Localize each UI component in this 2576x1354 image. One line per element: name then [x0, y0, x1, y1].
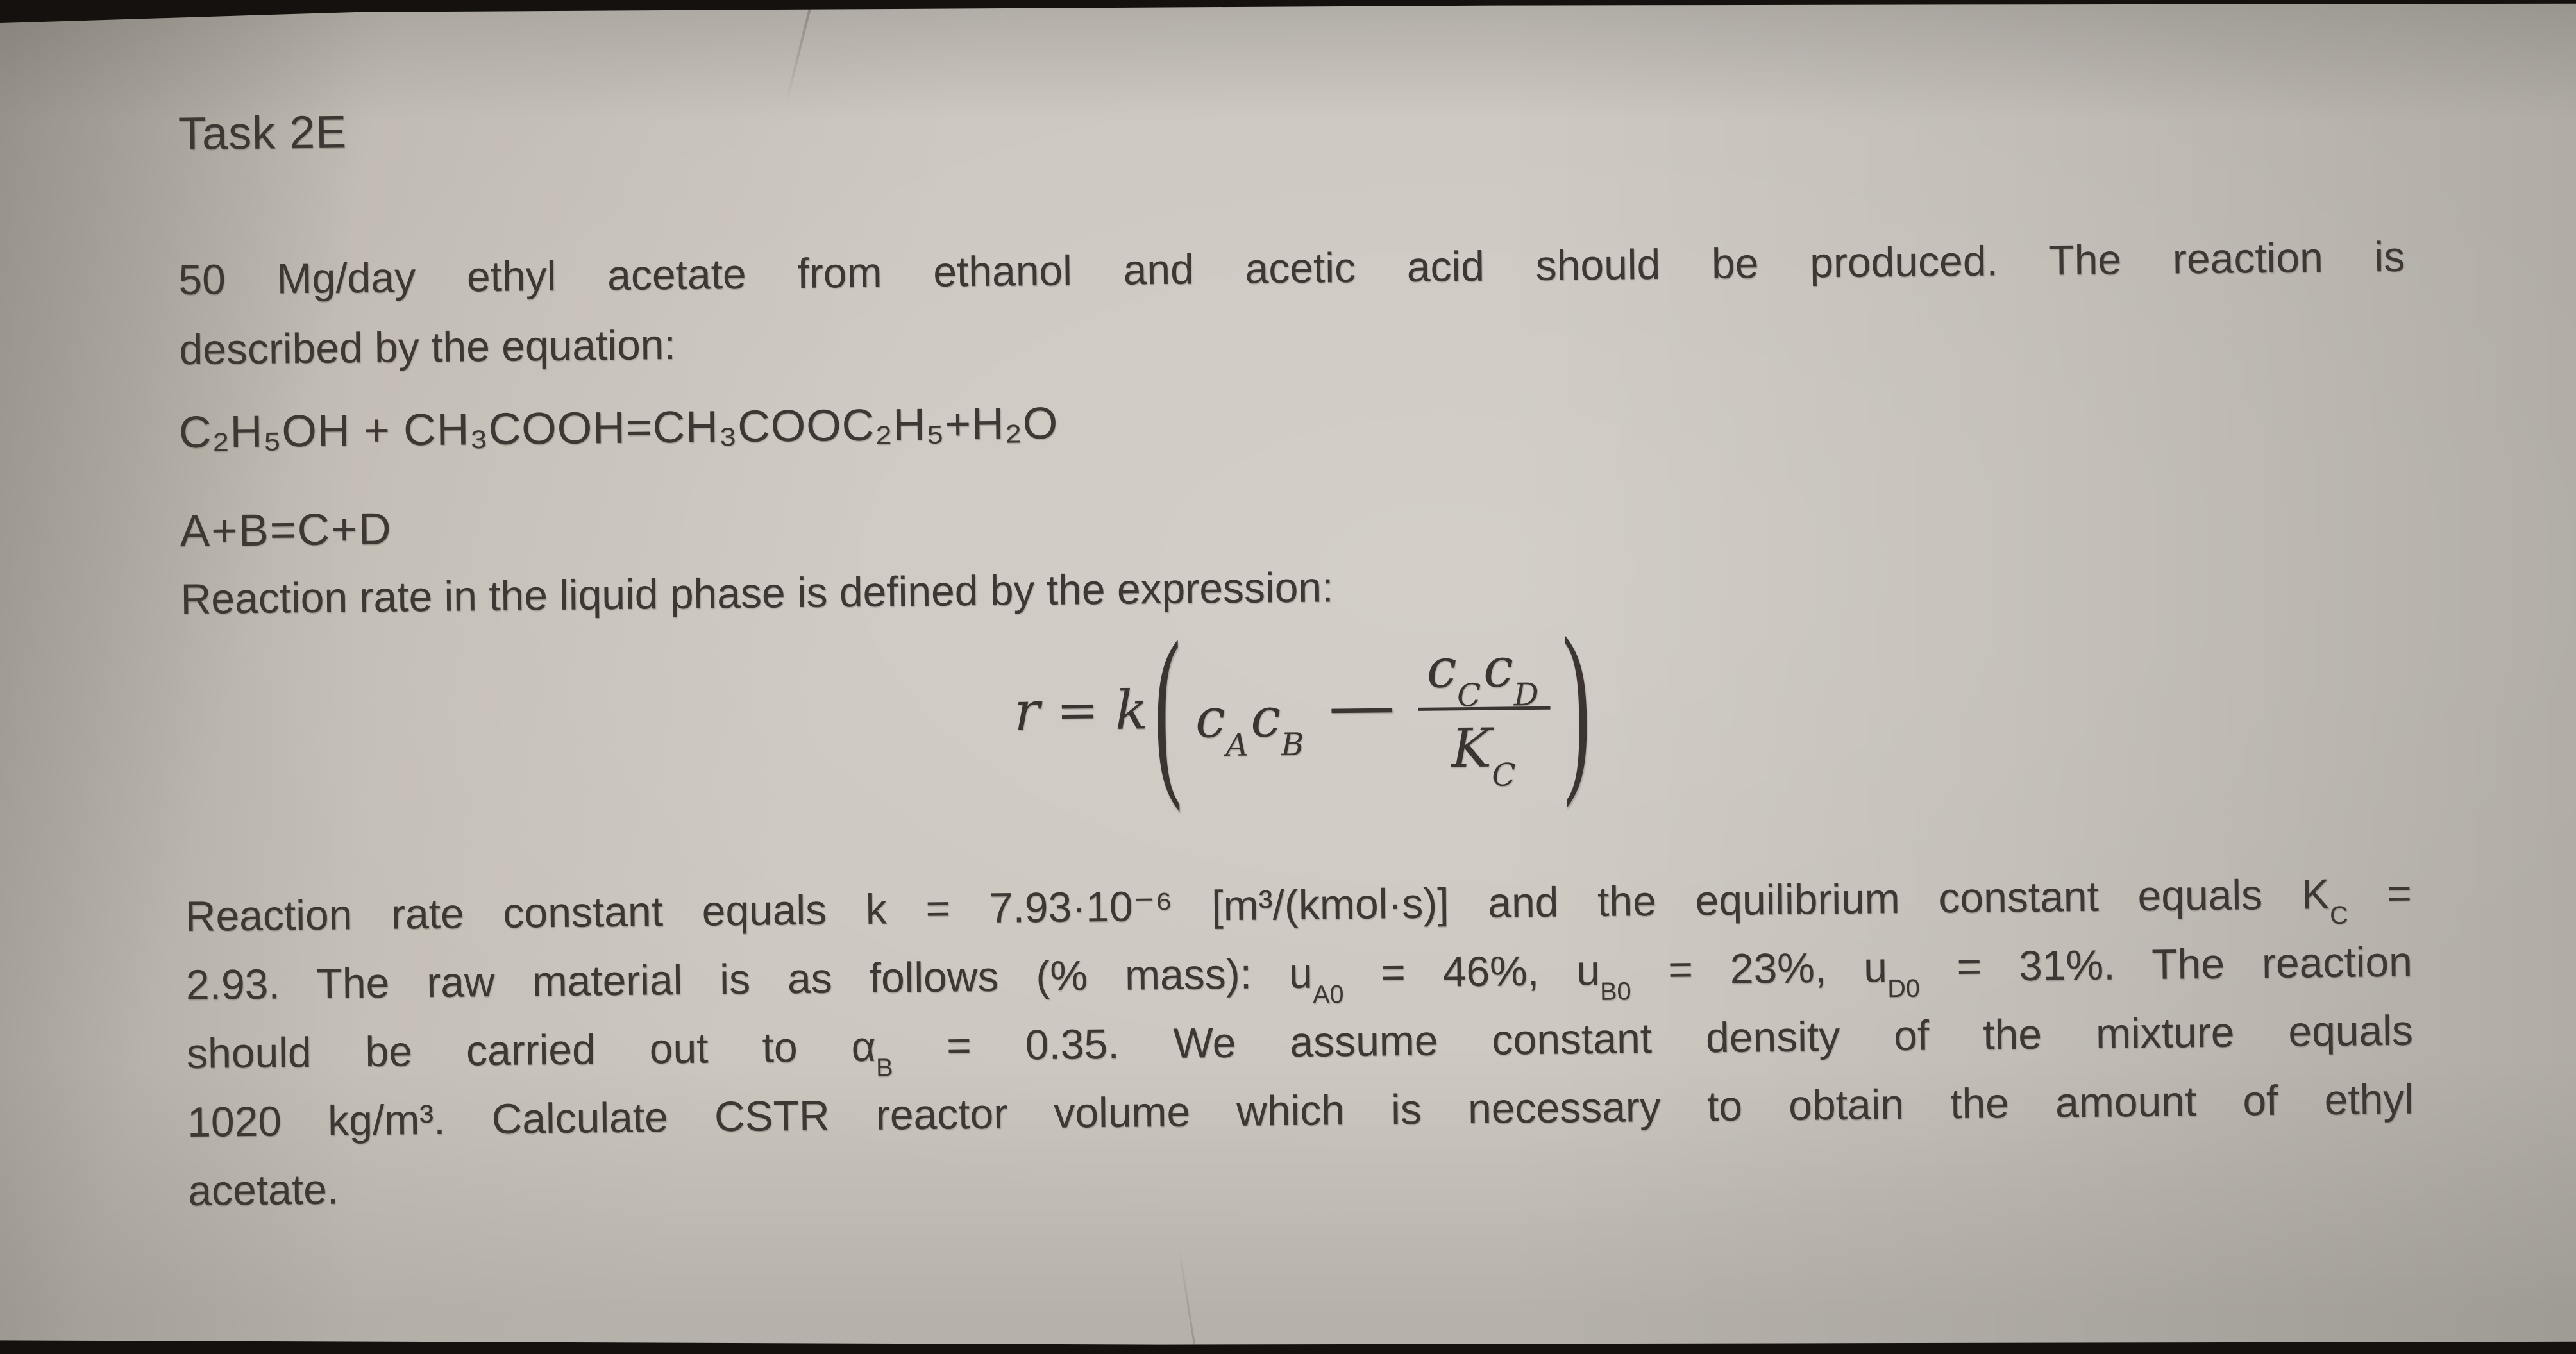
data-line-4: 1020 kg/m³. Calculate CSTR reactor volume which is necessary to obtain the amount of ethyl [187, 1074, 2414, 1146]
ub0-subscript: B0 [1599, 977, 1631, 1006]
close-paren: ) [1562, 599, 1592, 810]
fraction [1417, 635, 1551, 794]
formula-equals: = [1056, 681, 1099, 740]
formula-K: K [1451, 716, 1492, 780]
fraction-numerator [1417, 635, 1551, 714]
ua0-subscript: A0 [1312, 980, 1344, 1009]
stoichiometric-equation: A+B=C+D [180, 503, 393, 556]
data-line-2-text-d: = 31%. The reaction [1957, 937, 2413, 990]
chemical-equation: C₂H₅OH + CH₃COOH=CH₃COOC₂H₅+H₂O [178, 397, 1059, 458]
rate-equation [942, 599, 1662, 818]
fraction-denominator [1451, 716, 1519, 794]
formula-cC: c [1426, 636, 1458, 700]
formula-cB-sub: B [1281, 727, 1304, 764]
formula-r: r [1013, 680, 1041, 743]
data-line-5: acetate. [187, 1165, 339, 1215]
alpha-b-subscript: B [875, 1053, 893, 1082]
open-paren: ( [1153, 604, 1183, 814]
formula-cB: c [1250, 686, 1281, 749]
formula-cA: c [1195, 687, 1226, 750]
formula-cacb [1195, 686, 1306, 764]
formula-cA-sub: A [1225, 728, 1249, 764]
kc-subscript: C [2329, 901, 2348, 930]
formula-cD-sub: D [1513, 676, 1539, 714]
formula-cD: c [1483, 635, 1514, 699]
data-line-2-text-b: = 46%, u [1380, 946, 1601, 996]
data-line-1-text: Reaction rate constant equals k = 7.93·10⁻⁶ [m³/(kmol·s)] and the equilibrium constant equals K [185, 870, 2330, 940]
ud0-subscript: D0 [1887, 974, 1921, 1003]
intro-line-1: 50 Mg/day ethyl acetate from ethanol and acetic acid should be produced. The reaction is [178, 232, 2405, 304]
data-line-2-text-c: = 23%, u [1667, 943, 1888, 993]
formula-k: k [1115, 678, 1149, 742]
formula-minus: − [1321, 677, 1403, 741]
data-line-1-equals: = [2386, 869, 2412, 917]
data-paragraph [185, 859, 2414, 1225]
page-title: Task 2E [178, 106, 348, 160]
formula-cC-sub: C [1456, 677, 1481, 714]
data-line-3-text-a: should be carried out to α [186, 1022, 877, 1078]
intro-paragraph [178, 222, 2406, 385]
intro-line-2: described by the equation: [179, 320, 677, 374]
formula-K-sub: C [1492, 757, 1516, 794]
data-line-3-text-b: = 0.35. We assume constant density of the mixture equals [946, 1006, 2414, 1069]
data-line-2-text-a: 2.93. The raw material is as follows (% mass): u [185, 949, 1313, 1009]
rate-expression-intro: Reaction rate in the liquid phase is defined by the expression: [180, 563, 1334, 623]
